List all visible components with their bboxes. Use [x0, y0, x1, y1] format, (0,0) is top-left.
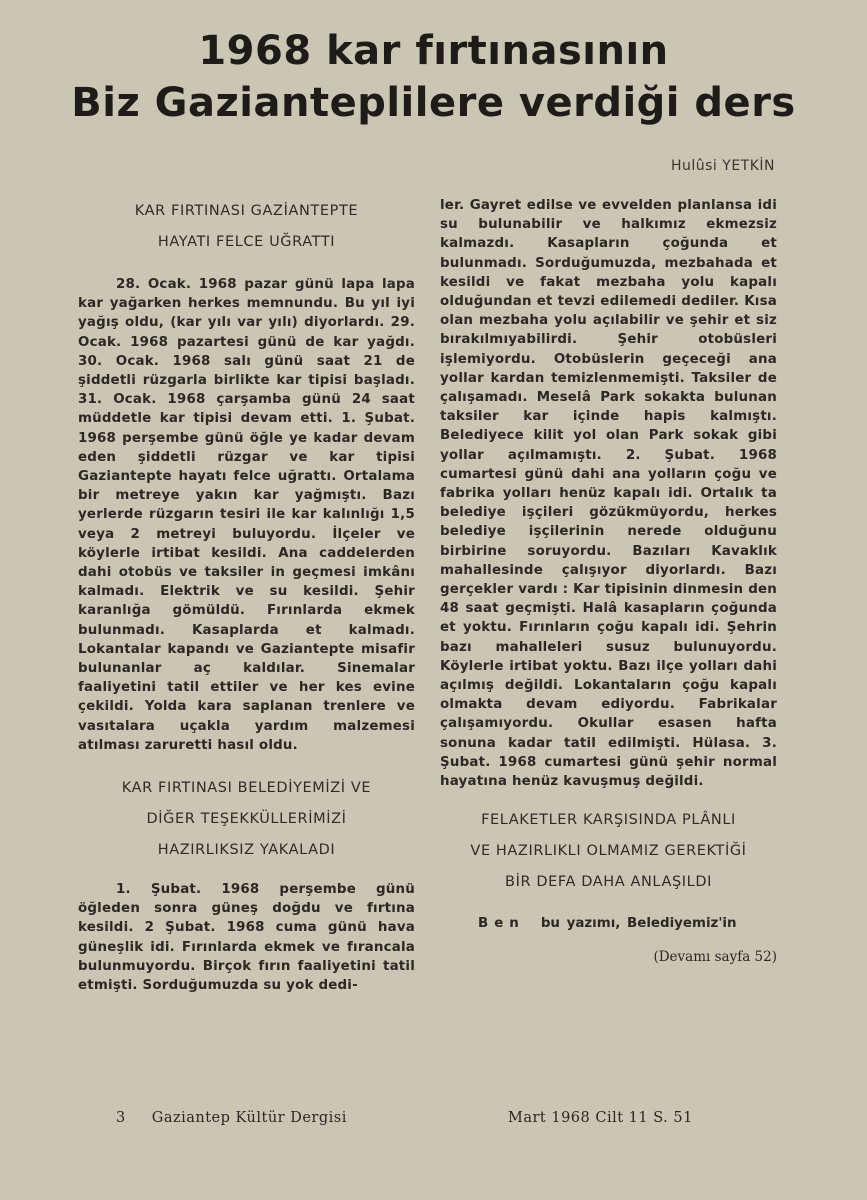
section3-heading	[440, 805, 777, 898]
page-number: 3	[116, 1110, 126, 1126]
continued-note: (Devamı sayfa 52)	[653, 949, 777, 966]
section2-continued-text: ler. Gayret edilse ve evvelden planlansa idi su bulunabilir ve halkımız ekmezsiz kalmazdı. Kasapların çoğunda et bulunmadı. Sorduğumuzda, mezbahada et kesildi ve fakat mezbaha yolu kapalı olduğundan et tevzi edilemedi dediler. Kısa olan mezbaha yolu açılabilir ve şehir et siz bırakılmıyabilirdi. Şehir otobüsleri işlemiyordu. Otobüslerin geçeceği ana yollar kardan temizlenmemişti. Taksiler de çalışamadı. Meselâ Park sokakta bulunan taksiler kar içinde hapis kalmıştı. Belediyece kilit yol olan Park sokak gibi yollar açılmamıştı. 2. Şubat. 1968 cumartesi günü dahi ana yolların çoğu ve fabrika yolları henüz kapalı idi. Ortalık ta belediye işçileri gözükmüyordu, herkes belediye işçilerinin nerede olduğunu birbirine soruyordu. Bazıları Kavaklık mahallesinde çalışıyor diyorlardı. Bazı gerçekler vardı : Kar tipisinin dinmesin den 48 saat geçmişti. Halâ kasapların çoğunda et yoktu. Fırınların çoğu kapalı idi. Şehrin bazı mahalleleri susuz bulunuyordu. Köylerle irtibat yoktu. Bazı ilçe yolları dahi açılmış değildi. Lokantaların çoğu kapalı olmakta devam ediyordu. Fabrikalar çalışamıyordu. Okullar esasen hafta sonuna kadar tatil edilmişti. Hülasa. 3. Şubat. 1968 cumartesi günü şehir normal hayatına henüz kavuşmuş değildi.	[440, 198, 777, 790]
section3-heading-line3: BİR DEFA DAHA ANLAŞILDI	[505, 874, 712, 891]
footer-issue: Mart 1968 Cilt 11 S. 51	[508, 1110, 693, 1126]
section3-heading-line2: VE HAZIRLIKLI OLMAMIZ GEREKTİĞİ	[470, 843, 747, 860]
section1-text: 28. Ocak. 1968 pazar günü lapa lapa kar yağarken herkes memnundu. Bu yıl iyi yağış oldu, (kar yılı var yılı) diyorlardı. 29. Ocak. 1968 pazartesi günü de kar yağdı. 30. Ocak. 1968 salı günü saat 21 de şiddetli rüzgarla birlikte kar tipisi başladı. 31. Ocak. 1968 çarşamba günü 24 saat müddetle kar tipisi devam etti. 1. Şubat. 1968 perşembe günü öğle ye kadar devam eden şiddetli rüzgar ve kar tipisi Gaziantepte hayatı felce uğrattı. Ortalama bir metreye yakın kar yağmıştı. Bazı yerlerde rüzgarın tesiri ile kar kalınlığı 1,5 veya 2 metreyi buluyordu. İlçeler ve köylerle irtibat kesildi. Ana caddelerden dahi otobüs ve taksiler in geçmesi imkânı kalmadı. Elektrik ve su kesildi. Şehir karanlığa gömüldü. Fırınlarda ekmek bulunmadı. Kasaplarda et kalmadı. Lokantalar kapandı ve Gaziantepte misafir bulunanlar aç kaldılar. Sinemalar faaliyetini tatil ettiler ve her kes evine çekildi. Yolda kara saplanan trenlere ve vasıtalara uçakla yardım malzemesi atılması zaruretti hasıl oldu.	[78, 277, 415, 753]
author-name: Hulûsi YETKİN	[670, 158, 775, 174]
section2-heading-line1: KAR FIRTINASI BELEDİYEMİZİ VE	[121, 780, 372, 797]
section2-heading-line3: HAZIRLIKSIZ YAKALADI	[157, 842, 336, 859]
section1-heading-line2: HAYATI FELCE UĞRATTI	[157, 234, 336, 250]
section2-heading	[78, 773, 415, 866]
journal-name: Gaziantep Kültür Dergisi	[151, 1110, 347, 1126]
section1-heading-line1: KAR FIRTINASI GAZİANTEPTE	[134, 203, 359, 219]
section3-heading-line1: FELAKETLER KARŞISINDA PLÂNLI	[481, 812, 736, 829]
footer-left	[116, 1110, 373, 1126]
section2-heading-line2: DİĞER TEŞEKKÜLLERİMİZİ	[146, 811, 347, 828]
section2-text: 1. Şubat. 1968 perşembe günü öğleden sonra güneş doğdu ve fırtına kesildi. 2 Şubat. 1968 cuma günü hava güneşlik idi. Fırınlarda ekmek ve fırancala bulunmuyordu. Birçok fırın faaliyetini tatil etmişti. Sorduğumuzda su yok dedi-	[78, 882, 415, 994]
left-column	[78, 196, 415, 995]
article-title-line1: 1968 kar fırtınasının	[198, 28, 669, 74]
section3-text	[440, 916, 777, 931]
section1-heading	[78, 196, 415, 258]
article-title-line2: Biz Gazianteplilere verdiği ders	[71, 80, 796, 126]
section3-text-rest: bu yazımı, Belediyemiz'in	[540, 916, 737, 932]
section3-ben-word: Ben	[478, 916, 525, 932]
right-column	[440, 196, 777, 965]
